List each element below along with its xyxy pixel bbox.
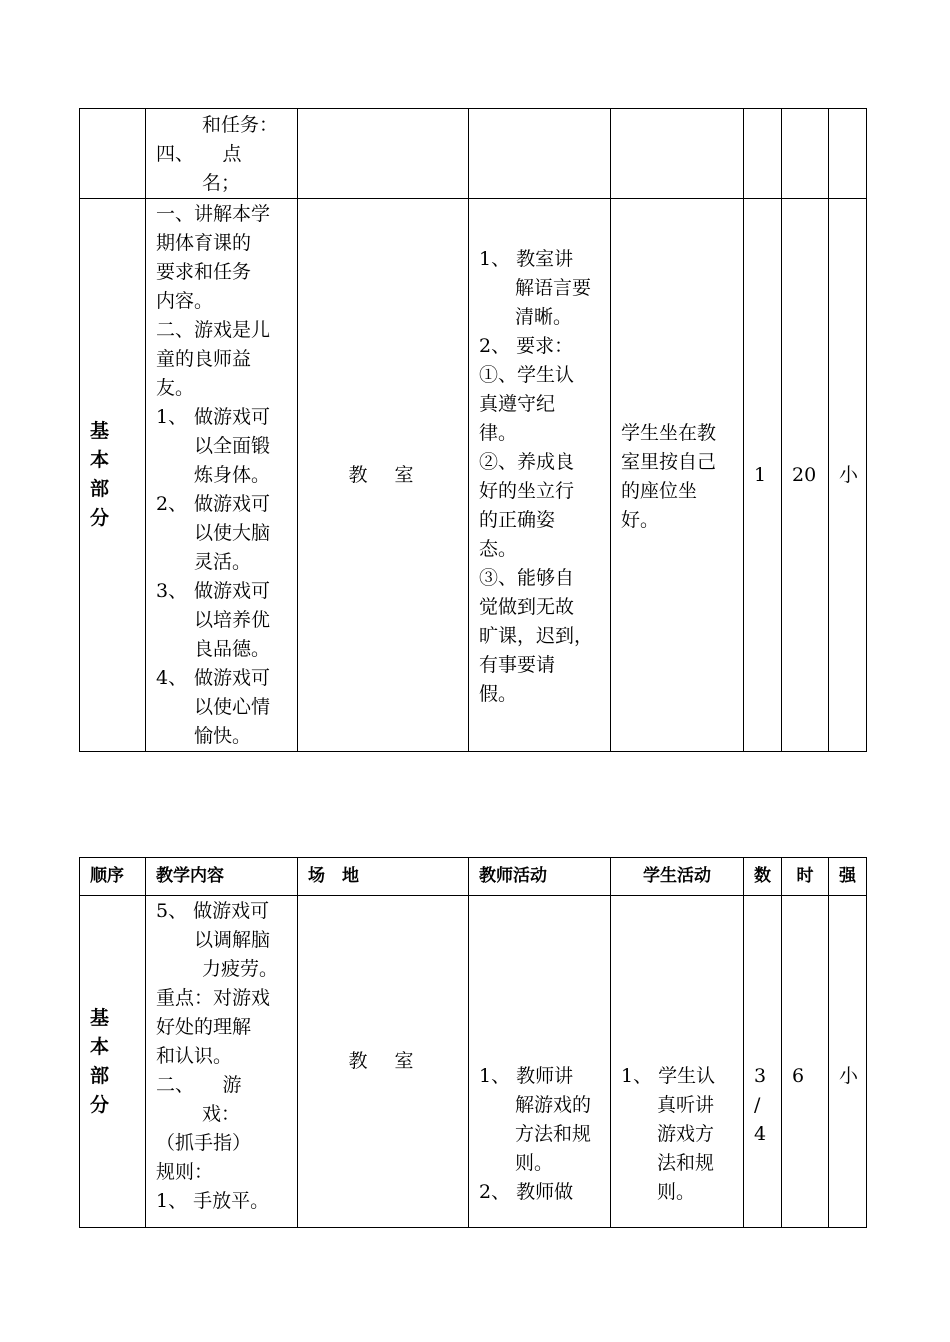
time-cell bbox=[782, 896, 829, 1228]
teacher-line: ①、学生认 bbox=[479, 363, 575, 386]
teacher-cell bbox=[469, 199, 611, 752]
count-cell bbox=[744, 109, 782, 199]
table-row bbox=[80, 896, 867, 1228]
content-line: 和任务： bbox=[202, 114, 279, 136]
count-cell bbox=[744, 896, 782, 1228]
header-student: 学生活动 bbox=[611, 858, 744, 896]
teacher-line: 解语言要 bbox=[515, 276, 592, 299]
teacher-line: 则。 bbox=[515, 1152, 554, 1174]
content-line: 四、 点 bbox=[156, 143, 242, 165]
teacher-line: ②、养成良 bbox=[479, 450, 575, 473]
content-line: 好处的理解 bbox=[156, 1016, 252, 1038]
intensity-cell bbox=[829, 109, 867, 199]
student-cell bbox=[611, 199, 744, 752]
student-line: 学生坐在教 bbox=[621, 421, 717, 444]
content-line: 内容。 bbox=[156, 290, 214, 312]
teacher-line: 解游戏的 bbox=[515, 1094, 592, 1116]
lesson-table-bottom bbox=[79, 857, 867, 1228]
content-line: 二、 游 bbox=[156, 1074, 242, 1096]
content-cell bbox=[146, 896, 298, 1228]
time-cell bbox=[782, 109, 829, 199]
teacher-line: 方法和规 bbox=[515, 1123, 592, 1145]
content-line: 力疲劳。 bbox=[202, 958, 279, 980]
section-cell bbox=[80, 896, 146, 1228]
count-value: 4 bbox=[754, 1123, 767, 1145]
content-line: 要求和任务 bbox=[156, 261, 252, 283]
intensity-value: 小 bbox=[839, 463, 859, 486]
intensity-value: 小 bbox=[839, 1065, 859, 1087]
teacher-line: 假。 bbox=[479, 682, 518, 705]
content-line: （抓手指） bbox=[156, 1132, 252, 1154]
header-order: 顺序 bbox=[80, 858, 146, 896]
section-label: 基 本 部 分 bbox=[90, 1006, 110, 1116]
time-value: 6 bbox=[792, 1065, 805, 1087]
time-cell bbox=[782, 199, 829, 752]
student-line: 则。 bbox=[657, 1181, 696, 1203]
venue-cell bbox=[298, 896, 469, 1228]
content-line: 以调解脑 bbox=[194, 929, 271, 951]
venue-label: 教 室 bbox=[348, 1050, 418, 1072]
teacher-line: 态。 bbox=[479, 537, 518, 560]
content-line: 名； bbox=[202, 172, 241, 194]
teacher-cell bbox=[469, 109, 611, 199]
list-item: 3、 做游戏可 以培养优 良品德。 bbox=[156, 580, 271, 660]
teacher-line: 旷课，迟到， bbox=[479, 624, 594, 647]
header-intensity: 强 bbox=[829, 858, 867, 896]
student-line: 1、 学生认 bbox=[621, 1065, 716, 1087]
order-cell bbox=[80, 109, 146, 199]
count-cell bbox=[744, 199, 782, 752]
teacher-line: 1、 教师讲 bbox=[479, 1065, 574, 1087]
student-line: 室里按自己 bbox=[621, 450, 717, 473]
student-cell bbox=[611, 109, 744, 199]
count-value: 3 bbox=[754, 1065, 767, 1087]
table-row bbox=[80, 199, 867, 752]
teacher-line: 1、 教室讲 bbox=[479, 247, 574, 270]
venue-cell bbox=[298, 109, 469, 199]
intensity-cell bbox=[829, 896, 867, 1228]
teacher-line: 律。 bbox=[479, 421, 518, 444]
content-cell bbox=[146, 199, 298, 752]
content-line: 期体育课的 bbox=[156, 232, 252, 254]
intensity-cell bbox=[829, 199, 867, 752]
list-item: 4、 做游戏可 以使心情 愉快。 bbox=[156, 667, 271, 747]
count-value: / bbox=[754, 1094, 761, 1116]
header-time: 时 bbox=[782, 858, 829, 896]
teacher-line: 真遵守纪 bbox=[479, 392, 556, 415]
time-value: 20 bbox=[792, 463, 817, 486]
lesson-table-top bbox=[79, 108, 867, 752]
header-row bbox=[80, 858, 867, 896]
teacher-line: 2、 要求： bbox=[479, 334, 574, 357]
content-line: 友。 bbox=[156, 377, 195, 399]
content-line: 5、 做游戏可 bbox=[156, 900, 270, 922]
teacher-line: 觉做到无故 bbox=[479, 595, 575, 618]
content-cell bbox=[146, 109, 298, 199]
section-cell bbox=[80, 199, 146, 752]
teacher-cell bbox=[469, 896, 611, 1228]
venue-label: 教 室 bbox=[348, 463, 418, 486]
teacher-line: 2、 教师做 bbox=[479, 1181, 574, 1203]
content-line: 1、 手放平。 bbox=[156, 1190, 270, 1212]
header-content: 教学内容 bbox=[146, 858, 298, 896]
list-item: 2、 做游戏可 以使大脑 灵活。 bbox=[156, 493, 271, 573]
venue-cell bbox=[298, 199, 469, 752]
student-cell bbox=[611, 896, 744, 1228]
student-line: 的座位坐 bbox=[621, 479, 698, 502]
student-line: 游戏方 bbox=[657, 1123, 715, 1145]
content-line: 规则： bbox=[156, 1161, 214, 1183]
student-line: 好。 bbox=[621, 508, 660, 531]
header-teacher: 教师活动 bbox=[469, 858, 611, 896]
count-value: 1 bbox=[754, 463, 767, 486]
list-item: 1、 做游戏可 以全面锻 炼身体。 bbox=[156, 406, 271, 486]
content-line: 二、游戏是儿 bbox=[156, 319, 271, 341]
header-count: 数 bbox=[744, 858, 782, 896]
student-line: 法和规 bbox=[657, 1152, 715, 1174]
teacher-line: 的正确姿 bbox=[479, 508, 556, 531]
teacher-line: 有事要请 bbox=[479, 653, 556, 676]
teacher-line: ③、能够自 bbox=[479, 566, 575, 589]
content-line: 戏： bbox=[202, 1103, 241, 1125]
teacher-line: 清晰。 bbox=[515, 305, 573, 328]
section-label: 基 本 部 分 bbox=[90, 420, 110, 529]
content-line: 童的良师益 bbox=[156, 348, 252, 370]
teacher-line: 好的坐立行 bbox=[479, 479, 575, 502]
content-line: 重点：对游戏 bbox=[156, 987, 271, 1009]
header-venue: 场 地 bbox=[298, 858, 469, 896]
table-row bbox=[80, 109, 867, 199]
content-line: 一、讲解本学 bbox=[156, 203, 271, 225]
student-line: 真听讲 bbox=[657, 1094, 715, 1116]
content-line: 和认识。 bbox=[156, 1045, 233, 1067]
